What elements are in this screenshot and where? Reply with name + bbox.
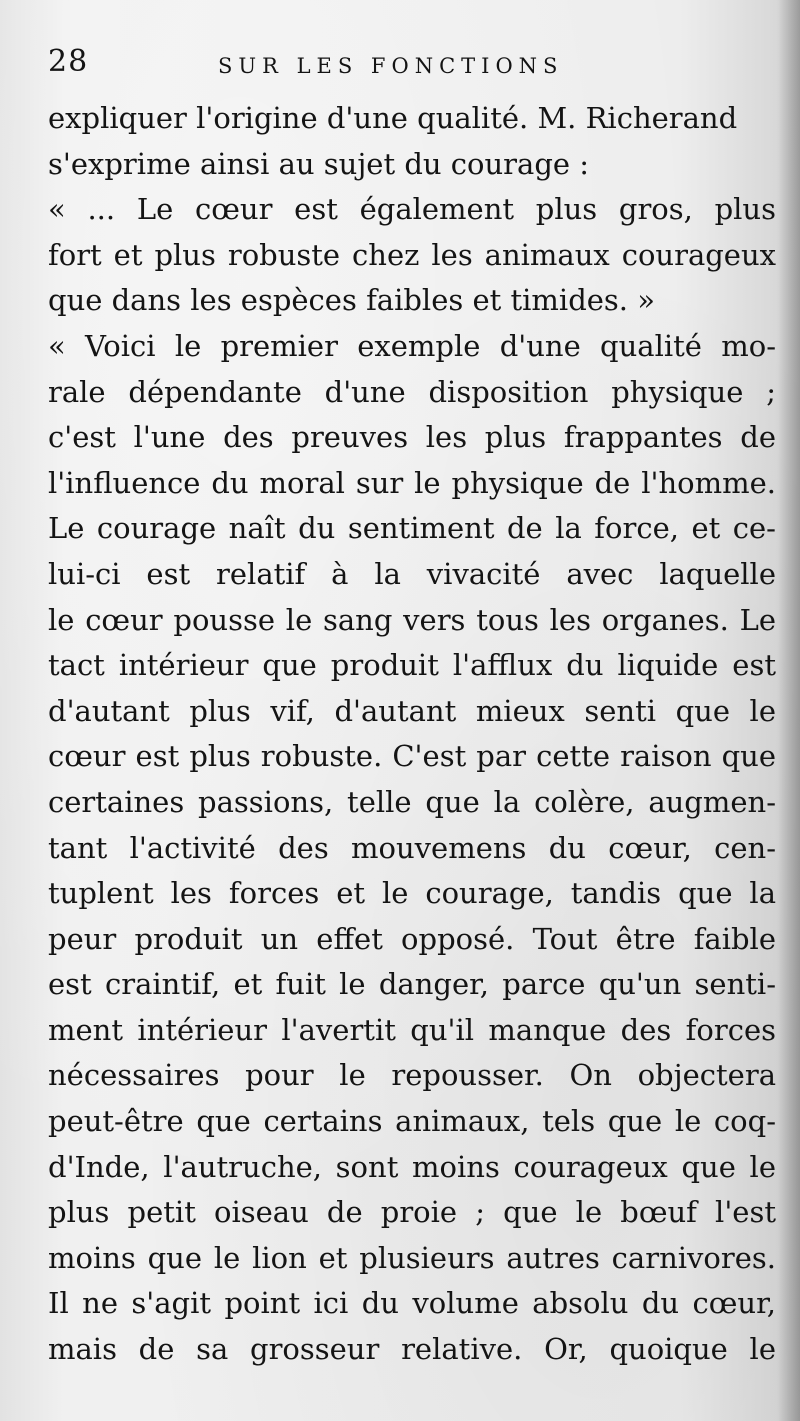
text-line: d'Inde, l'autruche, sont moins courageux que le (48, 1149, 776, 1184)
text-line: l'influence du moral sur le physique de l'homme. (48, 465, 776, 500)
text-line: cœur est plus robuste. C'est par cette raison que (48, 739, 776, 774)
text-line: rale dépendante d'une disposition physique ; (48, 374, 776, 409)
text-line: lui-ci est relatif à la vivacité avec laquelle (48, 556, 776, 591)
text-line: tuplent les forces et le courage, tandis que la (48, 876, 776, 911)
text-line: certaines passions, telle que la colère, augmen- (48, 784, 776, 819)
text-line: ment intérieur l'avertit qu'il manque des forces (48, 1012, 776, 1047)
text-line: « ... Le cœur est également plus gros, plus (48, 192, 776, 227)
text-line: nécessaires pour le repousser. On objectera (48, 1058, 776, 1093)
text-line: peur produit un effet opposé. Tout être faible (48, 921, 776, 956)
text-line: mais de sa grosseur relative. Or, quoique le (48, 1332, 776, 1367)
text-line: s'exprime ainsi au sujet du courage : (48, 146, 590, 181)
text-line: Le courage naît du sentiment de la force, et ce- (48, 511, 776, 546)
text-line: le cœur pousse le sang vers tous les organes. Le (48, 602, 776, 637)
body-text (48, 96, 776, 1373)
running-head: SUR LES FONCTIONS (218, 54, 564, 78)
text-line: peut-être que certains animaux, tels que le coq- (48, 1104, 776, 1139)
text-line: que dans les espèces faibles et timides. » (48, 283, 655, 318)
text-line: plus petit oiseau de proie ; que le bœuf l'est (48, 1195, 776, 1230)
text-line: moins que le lion et plusieurs autres carnivores. (48, 1240, 776, 1275)
page-number: 28 (48, 44, 89, 79)
text-line: « Voici le premier exemple d'une qualité mo- (48, 328, 776, 363)
page-edge-shadow (778, 0, 800, 1421)
text-line: tant l'activité des mouvemens du cœur, cen- (48, 830, 776, 865)
text-line: d'autant plus vif, d'autant mieux senti que le (48, 693, 776, 728)
text-line: tact intérieur que produit l'afflux du liquide est (48, 648, 776, 683)
text-line: est craintif, et fuit le danger, parce qu'un senti- (48, 967, 776, 1002)
page-header (48, 44, 776, 84)
text-line: Il ne s'agit point ici du volume absolu du cœur, (48, 1286, 776, 1321)
text-line: expliquer l'origine d'une qualité. M. Richerand (48, 101, 738, 135)
text-line: c'est l'une des preuves les plus frappantes de (48, 420, 776, 455)
text-line: fort et plus robuste chez les animaux courageux (48, 237, 776, 272)
